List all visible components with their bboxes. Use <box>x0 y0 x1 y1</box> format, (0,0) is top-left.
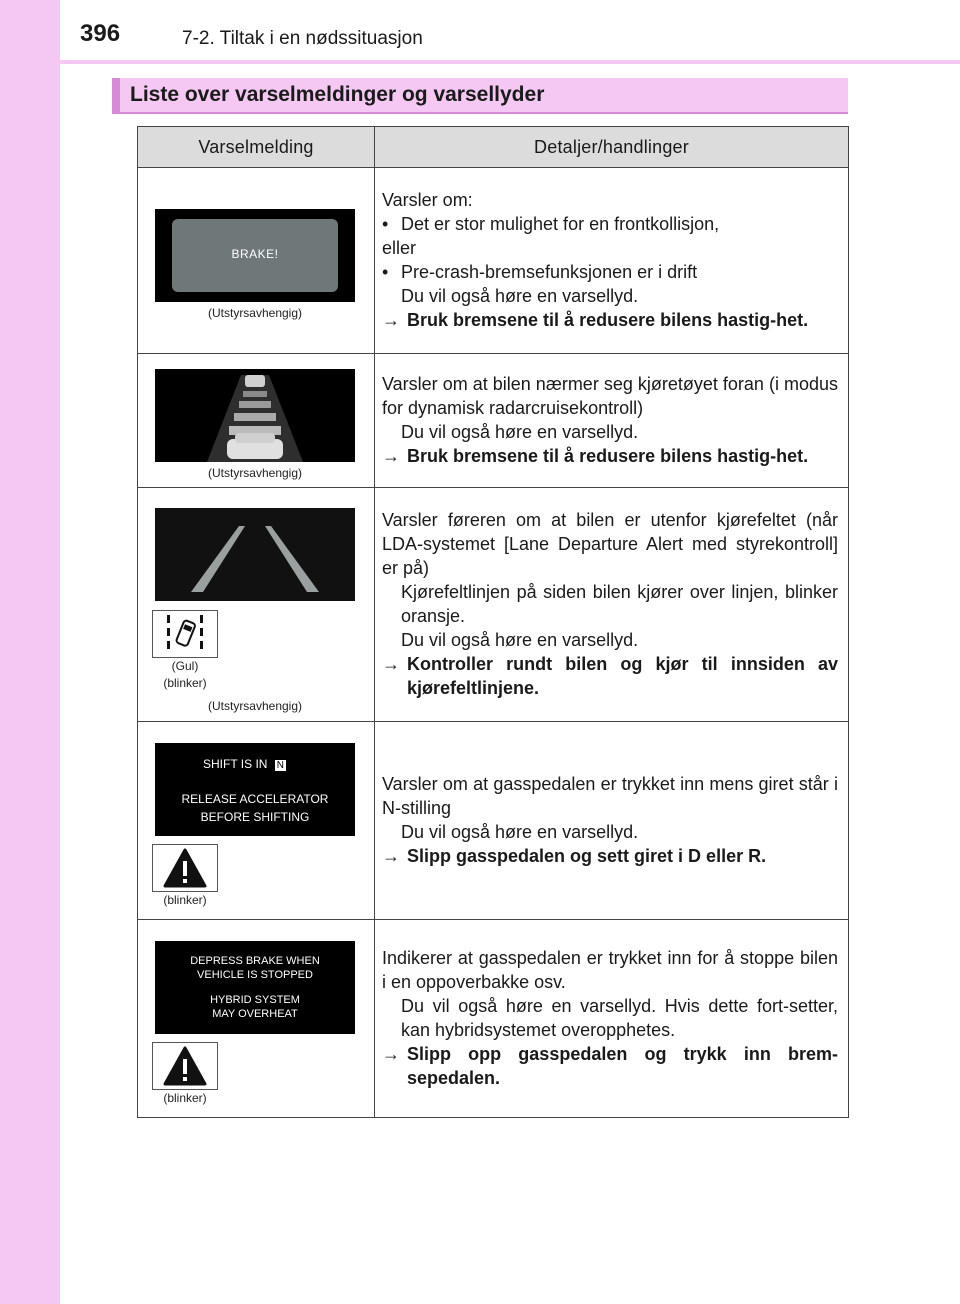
action-text: Slipp gasspedalen og sett giret i D eller R. <box>407 845 767 866</box>
display-screen <box>155 743 355 836</box>
caption: (Utstyrsavhengig) <box>207 306 303 320</box>
detail-action <box>382 652 838 700</box>
detail-action <box>382 308 838 332</box>
lane-lines-graphic <box>155 508 355 601</box>
display-panel <box>172 219 338 292</box>
display-text: MAY OVERHEAT <box>212 1008 298 1020</box>
detail-action <box>382 1042 838 1090</box>
display-text: BRAKE! <box>231 247 279 261</box>
details-cell <box>375 920 849 1118</box>
icon-caption: (Gul) <box>171 659 199 673</box>
header-rule <box>60 60 960 64</box>
detail-action <box>382 844 838 868</box>
display-text: SHIFT IS IN <box>203 757 268 771</box>
bullet-text: Pre-crash-bremsefunksjonen er i drift <box>401 261 698 282</box>
display-text: HYBRID SYSTEM <box>210 994 300 1006</box>
detail-action <box>382 444 838 468</box>
icon-caption: (blinker) <box>163 676 207 690</box>
display-screen <box>155 369 355 462</box>
message-cell <box>138 354 375 488</box>
display-screen <box>155 941 355 1034</box>
warning-triangle-icon <box>152 1042 218 1090</box>
arrow-right-icon: → <box>382 1043 400 1064</box>
display-text: DEPRESS BRAKE WHEN <box>190 955 320 967</box>
action-text: Bruk bremsene til å redusere bilens hastig-het. <box>407 309 809 330</box>
list-item: • Pre-crash-bremsefunksjonen er i drift <box>382 261 698 282</box>
details-cell <box>375 722 849 920</box>
detail-intro: Varsler om: <box>382 189 473 210</box>
message-cell <box>138 920 375 1118</box>
detail-sound: Du vil også høre en varsellyd. <box>401 421 639 442</box>
detail-or: eller <box>382 237 417 258</box>
warning-triangle-icon <box>152 844 218 892</box>
action-text: Bruk bremsene til å redusere bilens hastig-het. <box>407 445 809 466</box>
arrow-right-icon: → <box>382 653 400 674</box>
section-underline <box>112 112 848 114</box>
table-row <box>138 722 849 920</box>
col-header-message: Varselmelding <box>138 127 375 168</box>
message-cell <box>138 722 375 920</box>
table-header-row <box>138 127 849 168</box>
detail-sound: Du vil også høre en varsellyd. <box>401 821 639 842</box>
section-heading <box>112 78 848 112</box>
caption: (Utstyrsavhengig) <box>207 699 303 713</box>
details-cell <box>375 488 849 722</box>
detail-sound: Du vil også høre en varsellyd. Hvis dette fort-setter, kan hybridsystemet overopphetes. <box>401 995 838 1040</box>
col-header-details: Detaljer/handlinger <box>375 127 849 168</box>
table-row <box>138 488 849 722</box>
display-text: RELEASE ACCELERATOR <box>181 792 329 806</box>
lane-departure-icon <box>152 610 218 658</box>
display-screen <box>155 209 355 302</box>
details-cell <box>375 168 849 354</box>
message-cell <box>138 168 375 354</box>
detail-intro: Varsler om at gasspedalen er trykket inn mens giret står i N-stilling <box>382 773 838 818</box>
page-number: 396 <box>80 20 121 47</box>
message-cell <box>138 488 375 722</box>
caption: (Utstyrsavhengig) <box>207 466 303 480</box>
detail-text: Kjørefeltlinjen på siden bilen kjører over linjen, blinker oransje. <box>401 581 838 626</box>
section-accent <box>112 78 120 112</box>
list-item: • Det er stor mulighet for en frontkollisjon, <box>382 213 720 234</box>
display-line <box>203 757 286 771</box>
action-text: Slipp opp gasspedalen og trykk inn brem-sepedalen. <box>407 1043 838 1088</box>
chapter-title: 7-2. Tiltak i en nødssituasjon <box>182 28 423 49</box>
icon-caption: (blinker) <box>163 893 207 907</box>
detail-intro: Varsler føreren om at bilen er utenfor kjørefeltet (når LDA-systemet [Lane Departure Alert med styrekontroll] er på) <box>382 509 838 578</box>
warning-table <box>137 126 849 1118</box>
arrow-right-icon: → <box>382 309 400 330</box>
arrow-right-icon: → <box>382 445 400 466</box>
icon-caption: (blinker) <box>163 1091 207 1105</box>
detail-sound: Du vil også høre en varsellyd. <box>401 285 639 306</box>
table-row <box>138 354 849 488</box>
table-row <box>138 920 849 1118</box>
bullet-text: Det er stor mulighet for en frontkollisjon, <box>401 213 720 234</box>
display-text: VEHICLE IS STOPPED <box>197 969 313 981</box>
detail-intro: Indikerer at gasspedalen er trykket inn for å stoppe bilen i en oppoverbakke osv. <box>382 947 838 992</box>
sidebar-strip <box>0 0 60 1304</box>
display-screen <box>155 508 355 601</box>
table-row <box>138 168 849 354</box>
action-text: Kontroller rundt bilen og kjør til innsiden av kjørefeltlinjene. <box>407 653 838 698</box>
car-approach-icon <box>155 369 355 462</box>
details-cell <box>375 354 849 488</box>
arrow-right-icon: → <box>382 845 400 866</box>
section-title: Liste over varselmeldinger og varsellyder <box>130 83 545 106</box>
detail-intro: Varsler om at bilen nærmer seg kjøretøyet foran (i modus for dynamisk radarcruisekontroll) <box>382 373 838 418</box>
detail-sound: Du vil også høre en varsellyd. <box>401 629 639 650</box>
gear-badge: N <box>276 760 285 771</box>
display-text: BEFORE SHIFTING <box>200 810 310 824</box>
